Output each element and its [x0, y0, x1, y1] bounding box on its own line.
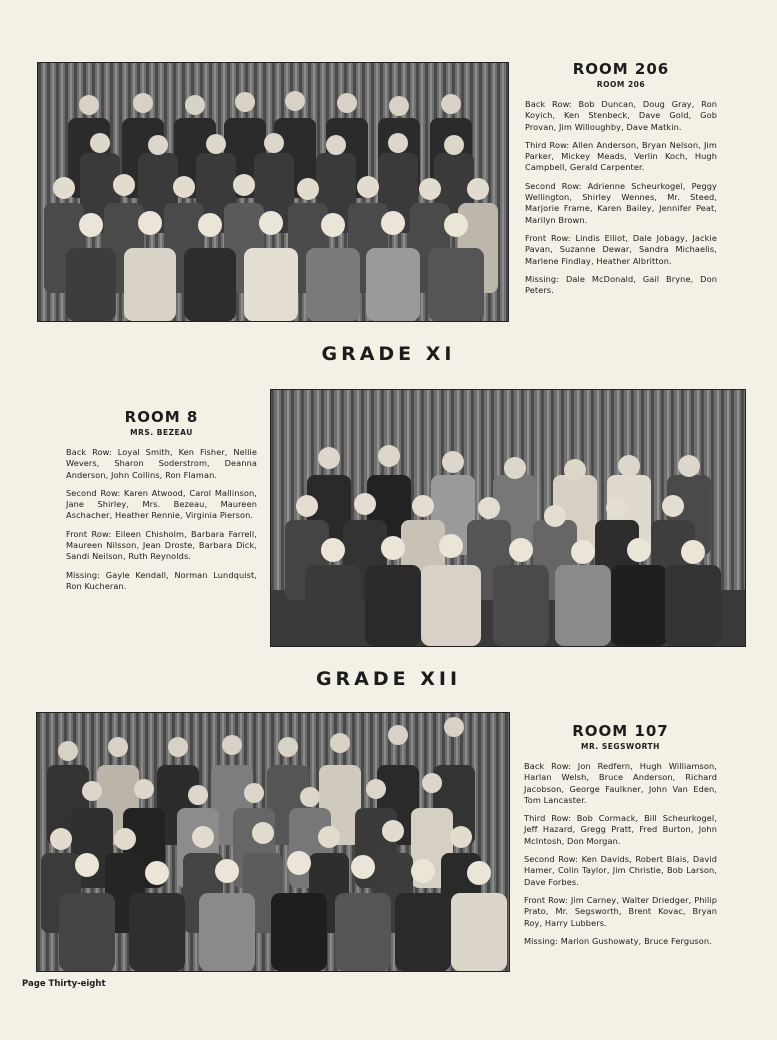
room-title: ROOM 107 — [572, 722, 669, 740]
room-teacher: ROOM 206 — [596, 80, 646, 89]
class-photo-room-206 — [37, 62, 509, 322]
grade-xii-heading: GRADE XII — [315, 668, 462, 690]
third-row-names: Third Row: Bob Cormack, Bill Scheurkogel, Jeff Hazard, Gregg Pratt, Fred Burton, John McIntosh, Don Morgan. — [524, 813, 717, 846]
front-row-names: Front Row: Lindis Elliot, Dale Jobagy, Jackie Pavan, Suzanne Dewar, Sandra Michaelis, Marlene Findlay, Heather Albritton. — [525, 232, 717, 266]
class-photo-room-107 — [36, 712, 510, 972]
grade-xi-heading: GRADE XI — [321, 343, 456, 365]
caption-room-8 — [66, 408, 257, 599]
class-photo-room-8 — [270, 389, 746, 647]
missing-names: Missing: Gayle Kendall, Norman Lundquist, Ron Kucheran. — [66, 569, 257, 591]
back-row-names: Back Row: Jon Redfern, Hugh Williamson, Harlan Welsh, Bruce Anderson, Richard Jacobson, George Faulkner, John Van Eden, Tom Lancaster. — [524, 761, 717, 805]
caption-room-206 — [525, 60, 717, 303]
caption-room-107 — [524, 722, 717, 954]
room-teacher: MR. SEGSWORTH — [581, 742, 660, 751]
missing-names: Missing: Dale McDonald, Gail Bryne, Don Peters. — [525, 273, 717, 296]
third-row-names: Third Row: Allen Anderson, Bryan Nelson, Jim Parker, Mickey Meads, Verlin Koch, Hugh Campbell, Gerald Carpenter. — [525, 139, 717, 173]
room-teacher: MRS. BEZEAU — [130, 428, 193, 437]
second-row-names: Second Row: Adrienne Scheurkogel, Peggy Wellington, Shirley Wennes, Mr. Steed, Marjorie Frame, Karen Bailey, Jennifer Peat, Marilyn Brown. — [525, 180, 717, 225]
second-row-names: Second Row: Ken Davids, Robert Blais, David Hamer, Colin Taylor, Jim Christie, Bob Larson, Dave Forbes. — [524, 854, 717, 887]
back-row-names: Back Row: Bob Duncan, Doug Gray, Ron Koyich, Ken Stenbeck, Dave Gold, Gob Provan, Jim Willoughby, Dave Matkin. — [525, 99, 717, 132]
room-title: ROOM 8 — [124, 408, 199, 426]
page-number: Page Thirty-eight — [22, 979, 106, 989]
back-row-names: Back Row: Loyal Smith, Ken Fisher, Nellie Wevers, Sharon Soderstrom, Deanna Anderson, John Collins, Ron Flaman. — [66, 447, 257, 480]
second-row-names: Second Row: Karen Atwood, Carol Mallinson, Jane Shirley, Mrs. Bezeau, Maureen Aschacher, Heather Rennie, Virginia Pierson. — [66, 487, 257, 521]
front-row-names: Front Row: Jim Carney, Walter Driedger, Philip Prato, Mr. Segsworth, Brent Kovac, Bryan Roy, Harry Lubbers. — [524, 894, 717, 928]
missing-names: Missing: Marion Gushowaty, Bruce Ferguson. — [524, 935, 712, 946]
front-row-names: Front Row: Eileen Chisholm, Barbara Farrell, Maureen Nilsson, Jean Droste, Barbara Dick, Sandi Neilson, Ruth Reynolds. — [66, 528, 257, 562]
room-title: ROOM 206 — [572, 60, 670, 78]
